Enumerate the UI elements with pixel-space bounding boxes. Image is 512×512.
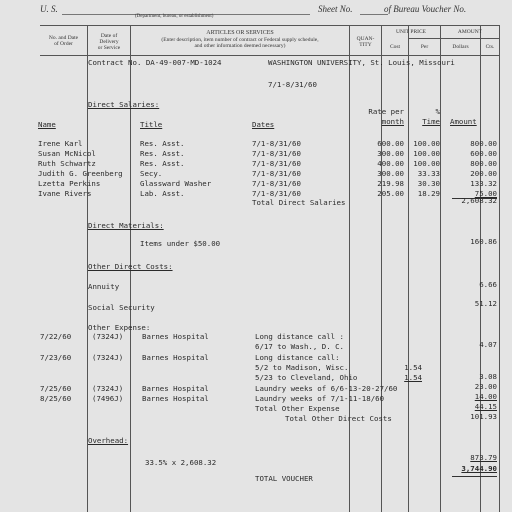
col-header-cost: Cost bbox=[389, 44, 401, 50]
total-other-expense-label: Total Other Expense bbox=[255, 404, 340, 413]
long-distance-1: Long distance call : 6/17 to Wash., D. C. bbox=[255, 332, 344, 351]
col-rate-header: Rate per month bbox=[368, 107, 404, 126]
salary-time: 100.00 bbox=[413, 139, 440, 148]
salary-title: Secy. bbox=[140, 169, 163, 178]
other-expense-heading: Other Expense: bbox=[88, 323, 151, 332]
salary-dates: 7/1-8/31/60 bbox=[252, 189, 301, 198]
col-header-quantity: QUAN- TITY bbox=[356, 36, 375, 48]
total-other-expense-amount: 44.15 bbox=[474, 402, 497, 411]
dept-caption: (Department, bureau, or establishment) bbox=[135, 14, 214, 19]
social-security-label: Social Security bbox=[88, 303, 155, 312]
total-other-direct-label: Total Other Direct Costs bbox=[285, 414, 392, 423]
laundry-1-amount: 23.00 bbox=[474, 382, 497, 391]
expense-order: (7324J) bbox=[92, 332, 124, 341]
col-divider-5 bbox=[408, 25, 409, 512]
col-header-order: No. and Date of Order bbox=[48, 35, 79, 47]
salary-total-amount: 2,608.32 bbox=[461, 196, 497, 205]
col-header-per: Per bbox=[420, 44, 429, 50]
salary-title: Res. Asst. bbox=[140, 139, 185, 148]
salary-amount: 800.00 bbox=[470, 139, 497, 148]
unit-amount-split-rule bbox=[408, 38, 500, 39]
salary-dates: 7/1-8/31/60 bbox=[252, 169, 301, 178]
salary-name: Irene Karl bbox=[38, 139, 83, 148]
materials-item: Items under $50.00 bbox=[140, 239, 221, 248]
salary-name: Judith G. Greenberg bbox=[38, 169, 123, 178]
salary-time: 33.33 bbox=[417, 169, 440, 178]
expense-date: 7/22/60 bbox=[40, 332, 72, 341]
salary-amount: 800.00 bbox=[470, 159, 497, 168]
expense-order: (7324J) bbox=[92, 384, 124, 393]
salary-time: 30.30 bbox=[417, 179, 440, 188]
salary-name: Susan McNicol bbox=[38, 149, 96, 158]
total-double-rule bbox=[452, 476, 497, 477]
col-divider-8 bbox=[499, 25, 500, 512]
expense-vendor: Barnes Hospital bbox=[142, 394, 209, 403]
col-header-amount: AMOUNT bbox=[457, 29, 483, 35]
other-direct-heading: Other Direct Costs: bbox=[88, 262, 173, 271]
overhead-calc: 33.5% x 2,608.32 bbox=[145, 458, 217, 467]
salary-total-label: Total Direct Salaries bbox=[252, 198, 346, 207]
salary-amount: 200.00 bbox=[470, 169, 497, 178]
overhead-heading: Overhead: bbox=[88, 436, 129, 445]
laundry-1: Laundry weeks of 6/6-13-20-27/60 bbox=[255, 384, 398, 393]
direct-materials-heading: Direct Materials: bbox=[88, 221, 164, 230]
salary-time: 18.29 bbox=[417, 189, 440, 198]
col-header-cents: Cts. bbox=[485, 44, 495, 50]
salary-title: Res. Asst. bbox=[140, 159, 185, 168]
laundry-2: Laundry weeks of 7/1-11-18/60 bbox=[255, 394, 385, 403]
social-security-amount: 51.12 bbox=[474, 299, 497, 308]
col-divider-6 bbox=[440, 25, 441, 512]
salary-dates: 7/1-8/31/60 bbox=[252, 159, 301, 168]
col-title-header: Title bbox=[140, 120, 163, 129]
col-header-delivery: Date of Delivery or Service bbox=[97, 33, 121, 51]
laundry-2-amount: 14.00 bbox=[474, 392, 497, 401]
sheet-fill-line bbox=[360, 14, 388, 15]
expense-vendor: Barnes Hospital bbox=[142, 353, 209, 362]
salary-rate: 600.00 bbox=[377, 139, 404, 148]
salary-time: 100.00 bbox=[413, 159, 440, 168]
salary-name: Ivane Rivers bbox=[38, 189, 92, 198]
salary-rate: 205.00 bbox=[377, 189, 404, 198]
salary-amount: 75.00 bbox=[474, 189, 497, 198]
voucher-label: of Bureau Voucher No. bbox=[384, 4, 467, 14]
sheet-label: Sheet No. bbox=[318, 4, 353, 14]
salary-time: 100.00 bbox=[413, 149, 440, 158]
long-distance-2-amount: 3.08 bbox=[479, 372, 497, 381]
salary-dates: 7/1-8/31/60 bbox=[252, 149, 301, 158]
salary-dates: 7/1-8/31/60 bbox=[252, 139, 301, 148]
salary-amount: 133.32 bbox=[470, 179, 497, 188]
total-voucher-amount: 3,744.90 bbox=[461, 464, 497, 473]
us-label: U. S. bbox=[40, 4, 58, 14]
contract-number: Contract No. DA-49-007-MD-1024 bbox=[88, 58, 222, 67]
expense-order: (7496J) bbox=[92, 394, 124, 403]
total-other-direct-amount: 101.93 bbox=[470, 412, 497, 421]
salary-rate: 300.00 bbox=[377, 169, 404, 178]
annuity-amount: 6.66 bbox=[479, 280, 497, 289]
expense-date: 8/25/60 bbox=[40, 394, 72, 403]
expense-vendor: Barnes Hospital bbox=[142, 384, 209, 393]
expense-date: 7/23/60 bbox=[40, 353, 72, 362]
col-divider-4 bbox=[381, 25, 382, 512]
contract-period: 7/1-8/31/60 bbox=[268, 80, 317, 89]
header-bottom-rule bbox=[40, 55, 500, 56]
col-time-header: % Time bbox=[422, 107, 440, 126]
long-distance-1-amount: 4.07 bbox=[479, 340, 497, 349]
annuity-label: Annuity bbox=[88, 282, 120, 291]
col-name-header: Name bbox=[38, 120, 56, 129]
direct-salaries-heading: Direct Salaries: bbox=[88, 100, 160, 109]
col-header-articles: ARTICLES OR SERVICES (Enter description, item number of contract or Federal supply schedule, and other information deemed necessary) bbox=[161, 30, 319, 49]
total-voucher-label: TOTAL VOUCHER bbox=[255, 474, 313, 483]
long-distance-2: Long distance call: 5/2 to Madison, Wisc. 5/23 to Cleveland, Ohio bbox=[255, 353, 358, 382]
long-distance-2-sub: 1.54 1.54 bbox=[404, 363, 422, 382]
salary-name: Ruth Schwartz bbox=[38, 159, 96, 168]
col-divider-7 bbox=[480, 25, 481, 512]
materials-amount: 160.86 bbox=[470, 237, 497, 246]
col-divider-3 bbox=[349, 25, 350, 512]
col-header-dollars: Dollars bbox=[452, 44, 469, 50]
expense-date: 7/25/60 bbox=[40, 384, 72, 393]
expense-order: (7324J) bbox=[92, 353, 124, 362]
salary-rate: 400.00 bbox=[377, 159, 404, 168]
col-dates-header: Dates bbox=[252, 120, 275, 129]
salary-dates: 7/1-8/31/60 bbox=[252, 179, 301, 188]
salary-rate: 300.00 bbox=[377, 149, 404, 158]
expense-vendor: Barnes Hospital bbox=[142, 332, 209, 341]
salary-title: Glassward Washer bbox=[140, 179, 212, 188]
header-top-rule bbox=[40, 25, 500, 26]
col-header-unit-price: UNIT PRICE bbox=[396, 29, 426, 35]
salary-amount: 600.00 bbox=[470, 149, 497, 158]
overhead-amount: 873.79 bbox=[470, 453, 497, 462]
salary-title: Res. Asst. bbox=[140, 149, 185, 158]
col-amount-header: Amount bbox=[450, 117, 477, 126]
salary-name: Lzetta Perkins bbox=[38, 179, 101, 188]
salary-title: Lab. Asst. bbox=[140, 189, 185, 198]
contract-institution: WASHINGTON UNIVERSITY, St. Louis, Missouri bbox=[268, 58, 455, 67]
salary-rate: 219.98 bbox=[377, 179, 404, 188]
